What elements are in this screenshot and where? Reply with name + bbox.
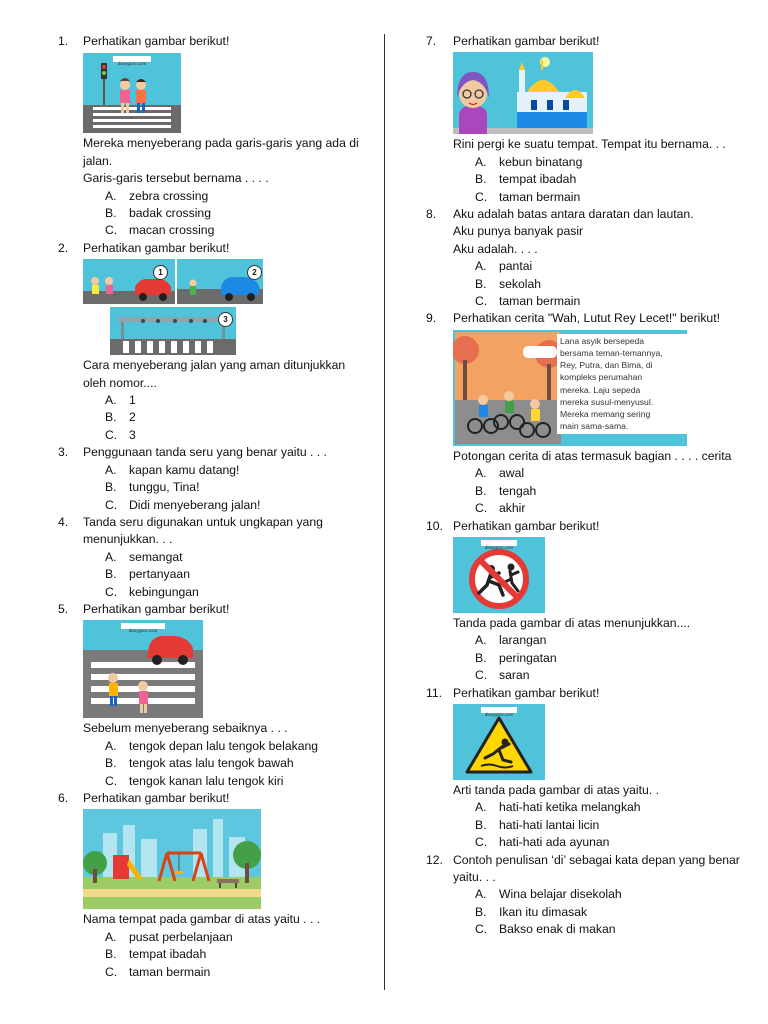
question-number: 10. (426, 518, 443, 533)
option-text: pusat perbelanjaan (129, 929, 233, 944)
option-text: badak crossing (129, 206, 211, 221)
question-1 (58, 33, 363, 240)
option-b[interactable] (475, 171, 740, 188)
story-line: mereka. Laju sepeda (560, 384, 641, 395)
image-label-3: 3 (218, 312, 233, 327)
option-text: Wina belajar disekolah (499, 887, 622, 902)
question-text: Perhatikan gambar berikut! (453, 685, 600, 700)
option-text: zebra crossing (129, 188, 209, 203)
option-letter: A. (105, 188, 117, 203)
option-list (105, 188, 363, 240)
option-text: sekolah (499, 276, 542, 291)
story-line: main sama-sama. (560, 421, 629, 432)
option-letter: A. (475, 466, 487, 481)
image-watermark: diaryguru.com (128, 628, 158, 634)
option-letter: C. (475, 668, 488, 683)
option-a[interactable] (475, 465, 740, 482)
option-letter: B. (475, 904, 487, 919)
option-list (105, 549, 363, 601)
option-text: tunggu, Tina! (129, 480, 200, 495)
option-list (105, 462, 363, 514)
question-text: Perhatikan cerita "Wah, Lutut Rey Lecet!" berikut! (453, 311, 720, 326)
question-text: Sebelum menyeberang sebaiknya . . . (83, 721, 288, 736)
question-9 (428, 310, 740, 517)
option-letter: B. (105, 756, 117, 771)
option-a[interactable] (105, 462, 363, 479)
option-letter: C. (105, 223, 118, 238)
option-letter: C. (105, 964, 118, 979)
option-letter: A. (105, 462, 117, 477)
option-text: taman bermain (129, 964, 211, 979)
column-divider (384, 34, 385, 990)
option-letter: C. (475, 294, 488, 309)
story-line: kompleks perumahan (560, 372, 643, 383)
question-text: Perhatikan gambar berikut! (453, 34, 600, 48)
option-text: tengok depan lalu tengok belakang (129, 738, 319, 753)
option-text: pantai (499, 259, 533, 274)
option-c[interactable] (475, 500, 740, 517)
option-letter: A. (475, 259, 487, 274)
option-b[interactable] (475, 650, 740, 667)
question-10 (428, 518, 740, 685)
zebra-crossing-picture (83, 53, 181, 133)
option-text: 1 (129, 393, 136, 408)
option-letter: B. (105, 206, 117, 221)
story-line: mereka susul-menyusul. (560, 396, 654, 407)
question-number: 3. (58, 445, 69, 460)
no-running-sign-picture (453, 537, 545, 613)
option-text: kebun binatang (499, 154, 583, 169)
option-list (105, 392, 363, 444)
option-b[interactable] (105, 755, 363, 772)
option-b[interactable] (475, 817, 740, 834)
question-number: 5. (58, 601, 69, 616)
question-number: 4. (58, 514, 69, 529)
option-text: peringatan (499, 650, 557, 665)
option-text: awal (499, 466, 525, 481)
option-c[interactable] (105, 222, 363, 239)
option-list (475, 886, 740, 938)
option-text: hati-hati ada ayunan (499, 835, 610, 850)
option-a[interactable] (475, 258, 740, 275)
question-text: Nama tempat pada gambar di atas yaitu . . . (83, 912, 321, 927)
question-text: Tanda pada gambar di atas menunjukkan.... (453, 615, 691, 630)
option-list (105, 738, 363, 790)
story-line: Mereka memang sering (560, 409, 651, 420)
option-list (475, 258, 740, 310)
option-b[interactable] (475, 483, 740, 500)
option-a[interactable] (105, 549, 363, 566)
playground-picture (83, 809, 261, 909)
story-line: Rey, Putra, dan Bima, di (560, 360, 653, 371)
children-crossing-picture (83, 620, 203, 718)
question-text: Potongan cerita di atas termasuk bagian . . . . cerita (453, 448, 732, 463)
question-number: 8. (426, 207, 437, 222)
question-text: Arti tanda pada gambar di atas yaitu. . (453, 782, 659, 797)
option-text: tengok kanan lalu tengok kiri (129, 773, 284, 788)
option-letter: B. (475, 276, 487, 291)
option-letter: C. (105, 584, 118, 599)
option-a[interactable] (105, 738, 363, 755)
option-c[interactable] (475, 834, 740, 851)
option-letter: A. (475, 800, 487, 815)
option-letter: B. (105, 410, 117, 425)
option-a[interactable] (475, 799, 740, 816)
option-c[interactable] (105, 427, 363, 444)
question-number: 6. (58, 790, 69, 805)
option-letter: B. (475, 483, 487, 498)
option-text: Didi menyeberang jalan! (129, 497, 261, 512)
option-text: larangan (499, 633, 547, 648)
option-text: tempat ibadah (129, 947, 207, 962)
option-text: semangat (129, 549, 183, 564)
question-text: Aku adalah. . . . (453, 241, 538, 256)
image-watermark: diaryguru.com (484, 544, 514, 550)
question-number: 1. (58, 34, 69, 48)
option-letter: B. (475, 650, 487, 665)
option-letter: C. (475, 189, 488, 204)
option-a[interactable] (105, 188, 363, 205)
option-text: taman bermain (499, 189, 581, 204)
option-b[interactable] (105, 566, 363, 583)
option-text: tempat ibadah (499, 172, 577, 187)
option-letter: B. (475, 172, 487, 187)
question-text: Perhatikan gambar berikut! (83, 240, 230, 255)
option-text: 2 (129, 410, 136, 425)
option-letter: A. (105, 393, 117, 408)
option-c[interactable] (105, 773, 363, 790)
story-line: bersama teman-temannya, (560, 348, 663, 359)
image-watermark: diaryguru.com (117, 61, 147, 67)
question-number: 2. (58, 240, 69, 255)
option-c[interactable] (105, 964, 363, 981)
question-number: 11. (426, 685, 443, 700)
option-letter: A. (475, 154, 487, 169)
option-letter: A. (105, 549, 117, 564)
option-b[interactable] (105, 205, 363, 222)
story-text-box (557, 334, 687, 434)
option-letter: A. (105, 929, 117, 944)
question-text: Aku punya banyak pasir (453, 224, 584, 239)
option-letter: B. (105, 947, 117, 962)
option-a[interactable] (105, 929, 363, 946)
question-3 (58, 444, 363, 514)
image-label-1: 1 (153, 265, 168, 280)
option-b[interactable] (475, 904, 740, 921)
option-c[interactable] (105, 584, 363, 601)
question-text: Garis-garis tersebut bernama . . . . (83, 171, 269, 186)
option-text: akhir (499, 501, 526, 516)
question-number: 9. (426, 311, 437, 326)
option-a[interactable] (105, 392, 363, 409)
question-7 (428, 33, 740, 206)
option-b[interactable] (105, 479, 363, 496)
option-letter: A. (475, 887, 487, 902)
question-text: Contoh penulisan ‘di’ sebagai kata depan yang benar yaitu. . . (453, 852, 740, 884)
question-text: Tanda seru digunakan untuk ungkapan yang menunjukkan. . . (83, 514, 323, 547)
question-text: Cara menyeberang jalan yang aman ditunjukkan oleh nomor.... (83, 358, 346, 390)
option-list (475, 632, 740, 684)
option-letter: C. (475, 501, 488, 516)
option-b[interactable] (105, 946, 363, 963)
question-4 (58, 514, 363, 601)
story-line: Lana asyik bersepeda (560, 335, 645, 346)
option-text: Bakso enak di makan (499, 922, 616, 937)
question-5 (58, 601, 363, 790)
option-text: taman bermain (499, 294, 581, 309)
image-watermark: diaryguru.com (484, 711, 514, 717)
option-letter: C. (105, 427, 118, 442)
option-b[interactable] (475, 276, 740, 293)
question-text: Aku adalah batas antara daratan dan lautan. (453, 207, 694, 222)
option-letter: C. (475, 835, 488, 850)
right-column (428, 33, 740, 939)
left-column (58, 33, 363, 981)
mosque-picture (453, 52, 593, 134)
image-label-2: 2 (247, 265, 262, 280)
option-letter: B. (105, 567, 117, 582)
option-text: hati-hati lantai licin (499, 817, 600, 832)
question-text: Penggunaan tanda seru yang benar yaitu . . . (83, 445, 327, 460)
option-text: Ikan itu dimasak (499, 904, 588, 919)
question-11 (428, 685, 740, 852)
question-2 (58, 240, 363, 444)
option-letter: C. (475, 922, 488, 937)
question-text: Perhatikan gambar berikut! (83, 601, 230, 616)
option-text: hati-hati ketika melangkah (499, 800, 641, 815)
question-text: Perhatikan gambar berikut! (83, 790, 230, 805)
option-c[interactable] (105, 497, 363, 514)
option-text: tengah (499, 483, 537, 498)
option-c[interactable] (475, 667, 740, 684)
question-text: Perhatikan gambar berikut! (453, 518, 600, 533)
option-list (475, 799, 740, 851)
option-b[interactable] (105, 409, 363, 426)
cycling-story-picture (453, 330, 687, 446)
option-c[interactable] (475, 189, 740, 206)
option-list (475, 465, 740, 517)
option-text: kebingungan (129, 584, 199, 599)
option-text: 3 (129, 427, 136, 442)
option-list (105, 929, 363, 981)
option-text: tengok atas lalu tengok bawah (129, 756, 294, 771)
road-crossing-picture (83, 259, 263, 355)
option-a[interactable] (475, 886, 740, 903)
option-c[interactable] (475, 293, 740, 310)
option-letter: A. (475, 633, 487, 648)
question-number: 7. (426, 34, 437, 48)
option-a[interactable] (475, 632, 740, 649)
option-letter: C. (105, 497, 118, 512)
option-c[interactable] (475, 921, 740, 938)
option-text: macan crossing (129, 223, 215, 238)
option-text: pertanyaan (129, 567, 190, 582)
slippery-floor-sign-picture (453, 704, 545, 780)
option-letter: A. (105, 738, 117, 753)
question-6 (58, 790, 363, 981)
question-number: 12. (426, 852, 443, 867)
option-letter: B. (105, 480, 117, 495)
option-text: kapan kamu datang! (129, 462, 240, 477)
question-8 (428, 206, 740, 310)
question-text: Perhatikan gambar berikut! (83, 34, 230, 48)
option-a[interactable] (475, 154, 740, 171)
option-letter: B. (475, 817, 487, 832)
option-letter: C. (105, 773, 118, 788)
option-text: saran (499, 668, 530, 683)
question-12 (428, 852, 740, 939)
option-list (475, 154, 740, 206)
question-text: Mereka menyeberang pada garis-garis yang ada di jalan. (83, 136, 359, 168)
question-text: Rini pergi ke suatu tempat. Tempat itu bernama. . . (453, 137, 726, 152)
